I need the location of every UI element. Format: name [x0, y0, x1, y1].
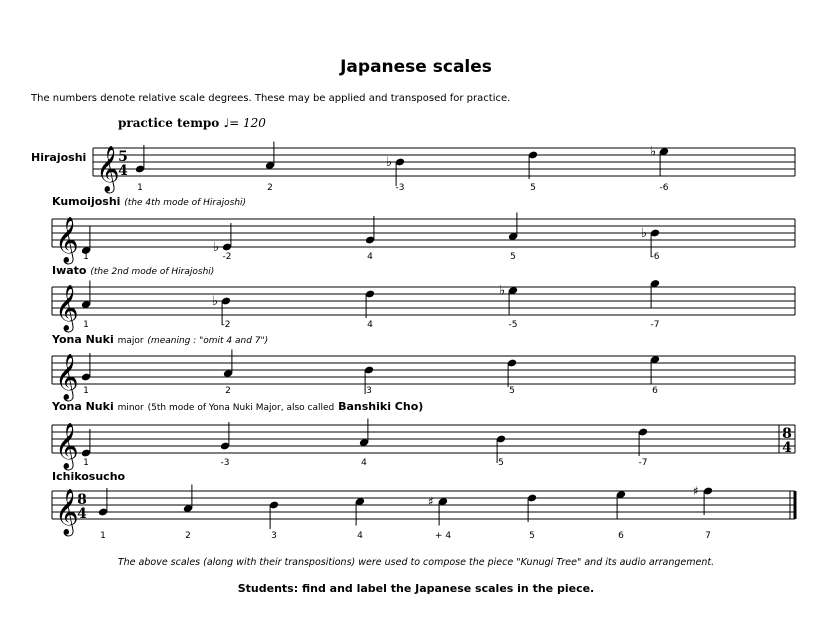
page-title: Japanese scales: [340, 57, 492, 77]
scale-degree: -6: [659, 183, 669, 193]
time-signature-top: 8: [77, 492, 87, 508]
staff-system: [52, 419, 795, 472]
tempo-label: practice tempo: [118, 116, 220, 130]
page-subtitle: The numbers denote relative scale degrees. These may be applied and transposed for practice.: [31, 93, 511, 104]
scale-label-ichikosucho: Ichikosucho: [52, 470, 126, 483]
scale-degree: 1: [83, 386, 89, 396]
footer-instruction: Students: find and label the Japanese scales in the piece.: [237, 582, 595, 595]
treble-clef-icon: 𝄞: [96, 146, 120, 192]
staff-system: [52, 484, 795, 541]
scale-degree: 1: [83, 458, 89, 468]
scale-label-hirajoshi: Hirajoshi: [31, 151, 87, 164]
scale-degree: 2: [185, 531, 191, 541]
scale-degree: 4: [357, 531, 363, 541]
scale-degree: 3: [366, 386, 372, 396]
scale-degree: 4: [367, 252, 373, 262]
time-signature-top: 5: [118, 149, 128, 165]
flat-icon: ♭: [213, 240, 220, 255]
treble-clef-icon: 𝄞: [55, 217, 79, 263]
scale-degree: 6: [618, 531, 624, 541]
staff-system: [52, 350, 795, 403]
treble-clef-icon: 𝄞: [55, 423, 79, 469]
tempo-value: = 120: [229, 116, 266, 130]
flat-icon: ♭: [641, 226, 648, 241]
scale-degree: + 4: [434, 531, 452, 541]
scale-degree: -7: [650, 320, 660, 330]
scale-label-iwato: Iwato (the 2nd mode of Hirajoshi): [52, 264, 215, 277]
treble-clef-icon: 𝄞: [55, 354, 79, 400]
scale-degree: 1: [137, 183, 143, 193]
time-signature-bottom: 4: [782, 440, 792, 456]
flat-icon: ♭: [499, 283, 506, 299]
scale-degree: 1: [83, 320, 89, 330]
scale-degree: 5: [498, 458, 504, 468]
treble-clef-icon: 𝄞: [55, 285, 79, 331]
scale-degree: 5: [529, 531, 535, 541]
scale-degree: 1: [100, 531, 106, 541]
flat-icon: ♭: [650, 144, 657, 160]
scale-degree: -7: [638, 458, 648, 468]
scale-degree: 2: [225, 386, 231, 396]
scale-degree: 2: [267, 183, 273, 193]
scale-degree: 5: [530, 183, 536, 193]
flat-icon: ♭: [212, 294, 219, 309]
footer-note: The above scales (along with their transpositions) were used to compose the piece "Kunugi Tree" and its audio arrangement.: [117, 557, 715, 568]
flat-icon: ♭: [386, 155, 393, 170]
scale-degree: 1: [83, 252, 89, 262]
scale-degree: 6: [652, 386, 658, 396]
scale-label-yona-nuki-minor: Yona Nuki minor (5th mode of Yona Nuki Major, also called Banshiki Cho): [52, 400, 424, 413]
time-signature-bottom: 4: [118, 163, 128, 179]
staff-system: [52, 279, 795, 333]
quarter-note-icon: ♩: [223, 116, 230, 130]
sharp-icon: ♯: [428, 494, 434, 509]
scale-degree: 4: [361, 458, 367, 468]
staff-system: [52, 213, 795, 266]
scale-degree: 5: [510, 252, 516, 262]
scale-degree: 7: [705, 531, 711, 541]
scale-degree: 5: [509, 386, 515, 396]
staff-system: [93, 142, 795, 195]
time-signature-bottom: 4: [77, 506, 87, 522]
scale-degree: -2: [221, 320, 231, 330]
scale-degree: -6: [650, 252, 660, 262]
scale-degree: -3: [395, 183, 405, 193]
scale-degree: -2: [222, 252, 232, 262]
treble-clef-icon: 𝄞: [55, 489, 79, 535]
scale-degree: 3: [271, 531, 277, 541]
scale-degree: 4: [367, 320, 373, 330]
scale-degree: -3: [220, 458, 230, 468]
scale-label-yona-nuki-major: Yona Nuki major (meaning : "omit 4 and 7"): [52, 333, 269, 346]
sharp-icon: ♯: [693, 484, 699, 498]
scale-degree: -5: [508, 320, 518, 330]
scale-label-kumoijoshi: Kumoijoshi (the 4th mode of Hirajoshi): [52, 195, 247, 208]
time-signature-top: 8: [782, 426, 792, 442]
